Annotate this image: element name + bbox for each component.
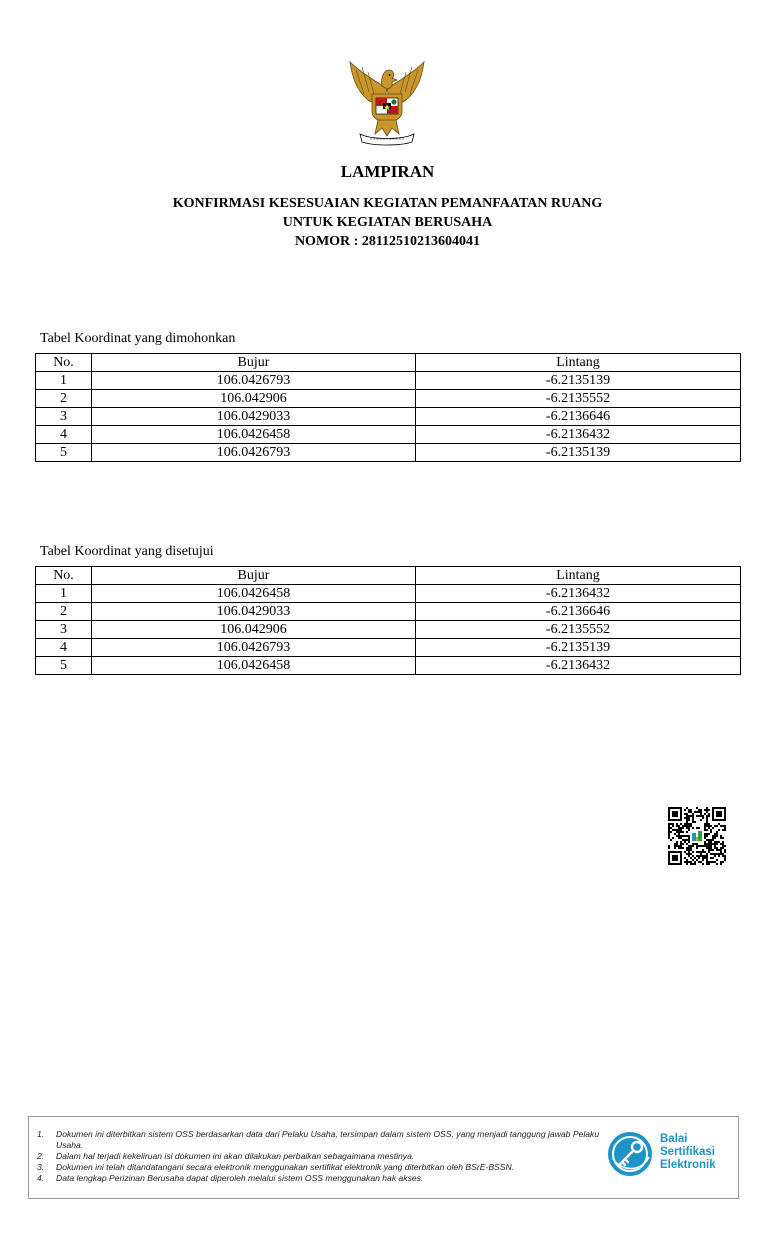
- footer-notes-box: [28, 1116, 739, 1199]
- cell-no: 2: [36, 603, 92, 621]
- bsre-text-line1: Balai: [660, 1133, 688, 1145]
- cell-lintang: -6.2136646: [416, 408, 741, 426]
- note-text: Dokumen ini diterbitkan sistem OSS berdasarkan data dari Pelaku Usaha, tersimpan dalam sistem OSS, yang menjadi tanggung jawab Pelaku Usaha.: [56, 1129, 600, 1150]
- note-number: 2.: [37, 1151, 45, 1161]
- footer-notes-list: [37, 1129, 609, 1184]
- column-header-no: No.: [36, 354, 92, 372]
- cell-no: 5: [36, 444, 92, 462]
- bsre-text-line3: Elektronik: [660, 1159, 716, 1171]
- cell-no: 1: [36, 372, 92, 390]
- column-header-bujur: Bujur: [92, 354, 416, 372]
- cell-bujur: 106.0426458: [92, 585, 416, 603]
- cell-lintang: -6.2136646: [416, 603, 741, 621]
- bsre-text: [660, 1133, 740, 1172]
- cell-no: 1: [36, 585, 92, 603]
- cell-bujur: 106.042906: [92, 621, 416, 639]
- table-row: [36, 444, 741, 462]
- cell-bujur: 106.0426793: [92, 372, 416, 390]
- requested-table-caption: Tabel Koordinat yang dimohonkan: [40, 331, 236, 346]
- note-text: Data lengkap Perizinan Berusaha dapat diperoleh melalui sistem OSS menggunakan hak akses.: [56, 1173, 424, 1183]
- cell-lintang: -6.2135552: [416, 390, 741, 408]
- column-header-lintang: Lintang: [416, 354, 741, 372]
- cell-bujur: 106.0429033: [92, 603, 416, 621]
- cell-lintang: -6.2135139: [416, 639, 741, 657]
- cell-no: 3: [36, 621, 92, 639]
- cell-bujur: 106.0426458: [92, 426, 416, 444]
- table-row: [36, 390, 741, 408]
- list-item: [37, 1173, 609, 1184]
- table-row: [36, 639, 741, 657]
- list-item: [37, 1151, 609, 1162]
- cell-bujur: 106.0429033: [92, 408, 416, 426]
- requested-coordinates-table: [35, 353, 741, 462]
- note-number: 3.: [37, 1162, 45, 1172]
- column-header-lintang: Lintang: [416, 567, 741, 585]
- cell-no: 4: [36, 426, 92, 444]
- column-header-no: No.: [36, 567, 92, 585]
- note-number: 4.: [37, 1173, 45, 1183]
- list-item: [37, 1129, 609, 1151]
- note-text: Dokumen ini telah ditandatangani secara elektronik menggunakan sertifikat elektronik yang diterbitkan oleh BSrE-BSSN.: [56, 1162, 515, 1172]
- table-row: [36, 603, 741, 621]
- table-row: [36, 408, 741, 426]
- document-number: NOMOR : 28112510213604041: [294, 234, 481, 249]
- page-title: LAMPIRAN: [340, 162, 435, 181]
- cell-bujur: 106.0426793: [92, 444, 416, 462]
- bsre-key-icon: [607, 1131, 653, 1177]
- table-row: [36, 372, 741, 390]
- cell-lintang: -6.2135139: [416, 372, 741, 390]
- approved-table-caption: Tabel Koordinat yang disetujui: [40, 544, 214, 559]
- bsre-text-line2: Sertifikasi: [660, 1146, 715, 1158]
- column-header-bujur: Bujur: [92, 567, 416, 585]
- qr-code-icon: [668, 807, 726, 865]
- table-header-row: [36, 567, 741, 585]
- cell-bujur: 106.0426793: [92, 639, 416, 657]
- cell-no: 2: [36, 390, 92, 408]
- table-row: [36, 585, 741, 603]
- cell-no: 4: [36, 639, 92, 657]
- cell-lintang: -6.2135552: [416, 621, 741, 639]
- cell-no: 3: [36, 408, 92, 426]
- cell-lintang: -6.2135139: [416, 444, 741, 462]
- document-subtitle-line2: UNTUK KEGIATAN BERUSAHA: [282, 215, 493, 230]
- table-row: [36, 426, 741, 444]
- list-item: [37, 1162, 609, 1173]
- document-subtitle: KONFIRMASI KESESUAIAN KEGIATAN PEMANFAATAN RUANG: [172, 196, 603, 211]
- cell-no: 5: [36, 657, 92, 675]
- cell-bujur: 106.0426458: [92, 657, 416, 675]
- approved-coordinates-table: [35, 566, 741, 675]
- note-number: 1.: [37, 1129, 45, 1139]
- note-text: Dalam hal terjadi kekeliruan isi dokumen ini akan dilakukan perbaikan sebagaimana mestinya.: [56, 1151, 415, 1161]
- cell-bujur: 106.042906: [92, 390, 416, 408]
- cell-lintang: -6.2136432: [416, 426, 741, 444]
- cell-lintang: -6.2136432: [416, 585, 741, 603]
- bsre-logo: [607, 1131, 737, 1181]
- table-row: [36, 657, 741, 675]
- table-row: [36, 621, 741, 639]
- table-header-row: [36, 354, 741, 372]
- cell-lintang: -6.2136432: [416, 657, 741, 675]
- garuda-emblem-icon: [342, 58, 432, 148]
